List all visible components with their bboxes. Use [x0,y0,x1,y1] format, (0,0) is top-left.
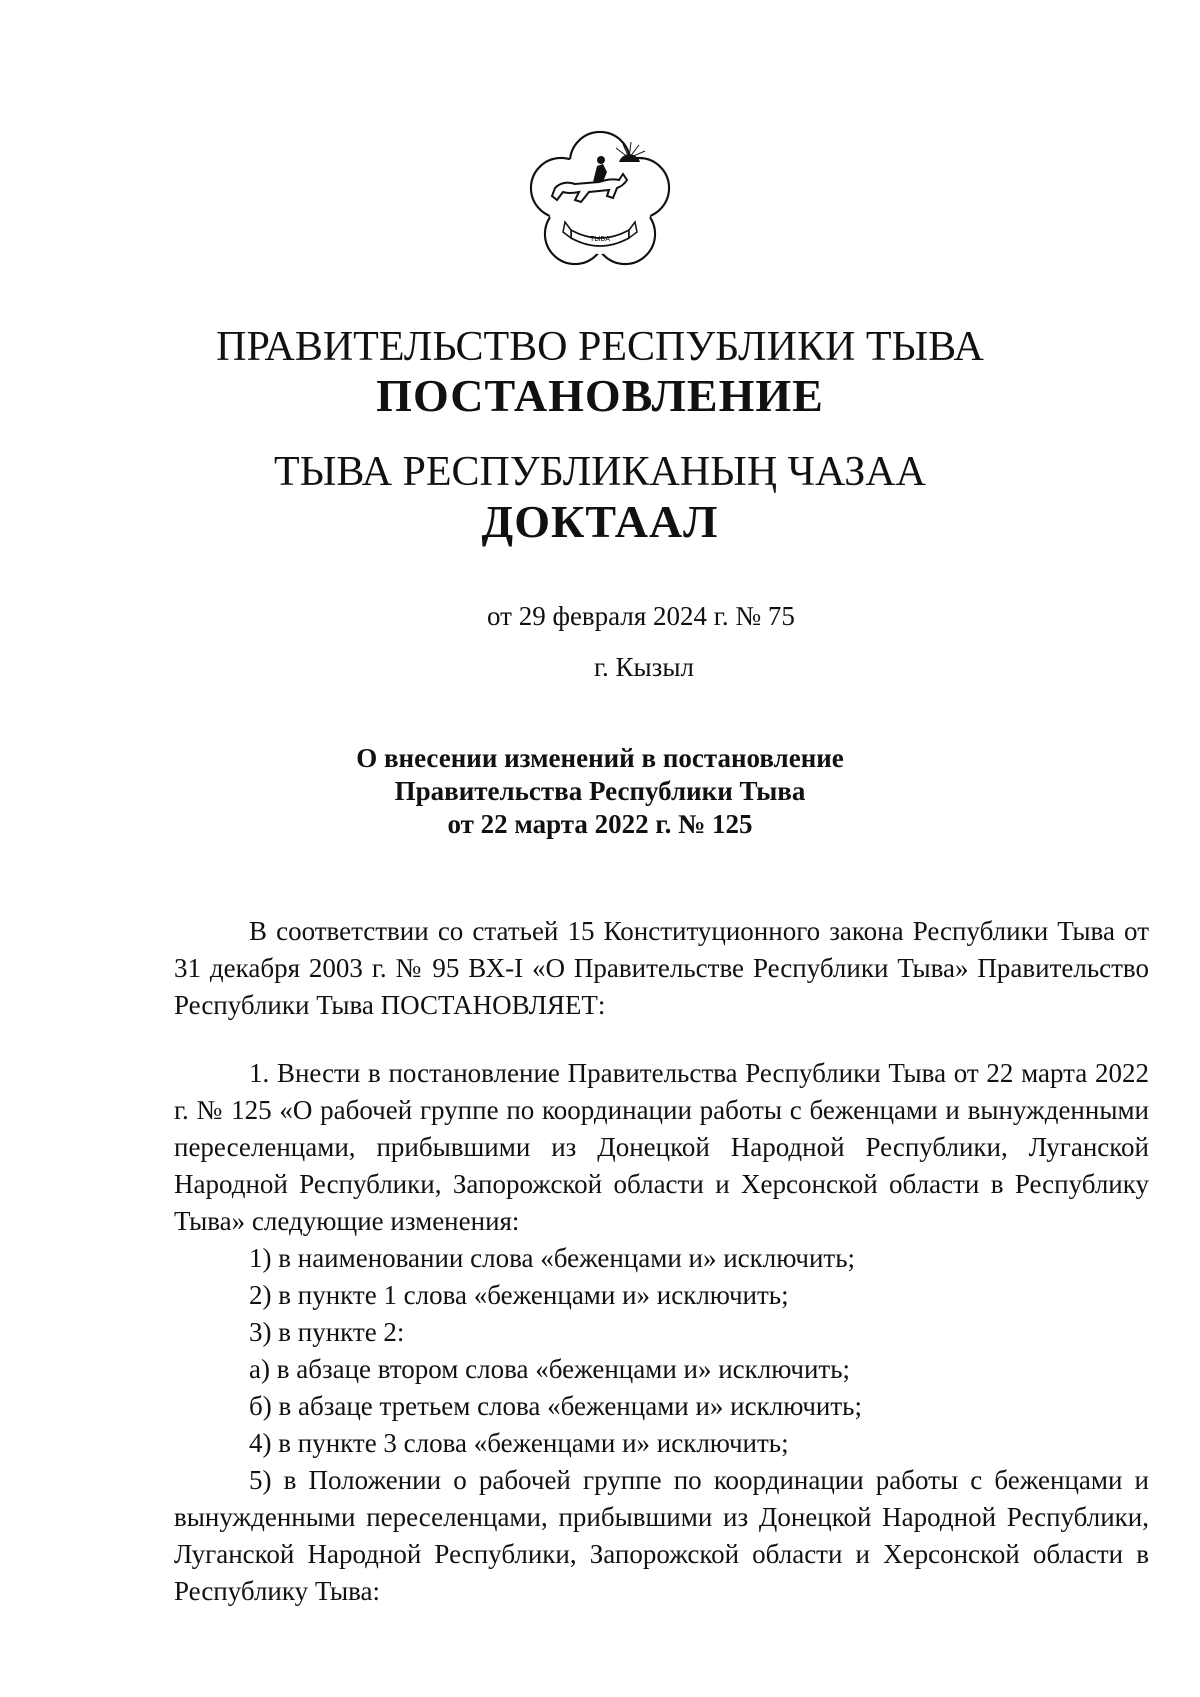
list-item: 1) в наименовании слова «беженцами и» исключить; [249,1243,856,1273]
svg-text:ТЫВА: ТЫВА [589,235,611,243]
document-date-number: от 29 февраля 2024 г. № 75 [487,601,795,631]
document-type-ru: ПОСТАНОВЛЕНИЕ [376,370,824,421]
item-5-paragraph: 5) в Положении о рабочей группе по координации работы с беженцами и вынужденными переселенцами, прибывшими из Донецкой Народной Республики, Луганской Народной Республики, Запорожской области и Херсонской области в Республику Тыва: [174,1465,1149,1606]
document-type-tyv: ДОКТААЛ [481,496,719,547]
coat-of-arms-emblem [519,120,681,282]
preamble-paragraph: В соответствии со статьей 15 Конституционного закона Республики Тыва от 31 декабря 2003 г. № 95 ВХ-I «О Правительстве Республики Тыва» Правительство Республики Тыва ПОСТАНОВЛЯЕТ: [174,916,1149,1020]
government-title-tyv: ТЫВА РЕСПУБЛИКАНЫҢ ЧАЗАА [274,449,926,495]
subject-line: от 22 марта 2022 г. № 125 [447,809,753,839]
clause-1-paragraph: 1. Внести в постановление Правительства Республики Тыва от 22 марта 2022 г. № 125 «О рабочей группе по координации работы с беженцами и вынужденными переселенцами, прибывшими из Донецкой Народной Республики, Луганской Народной Республики, Запорожской области и Херсонской области в Республику Тыва» следующие изменения: [174,1058,1149,1236]
list-item: 4) в пункте 3 слова «беженцами и» исключить; [249,1428,789,1458]
document-city: г. Кызыл [594,652,694,682]
document-subject [0,742,1200,841]
list-item: 2) в пункте 1 слова «беженцами и» исключить; [249,1280,789,1310]
subject-line: О внесении изменений в постановление [356,743,844,773]
list-item: 3) в пункте 2: [249,1317,405,1347]
list-item: б) в абзаце третьем слова «беженцами и» исключить; [249,1391,862,1421]
government-title-ru: ПРАВИТЕЛЬСТВО РЕСПУБЛИКИ ТЫВА [216,324,984,370]
list-item: а) в абзаце втором слова «беженцами и» исключить; [249,1354,851,1384]
subject-line: Правительства Республики Тыва [394,776,806,806]
amendment-list [249,1240,862,1462]
